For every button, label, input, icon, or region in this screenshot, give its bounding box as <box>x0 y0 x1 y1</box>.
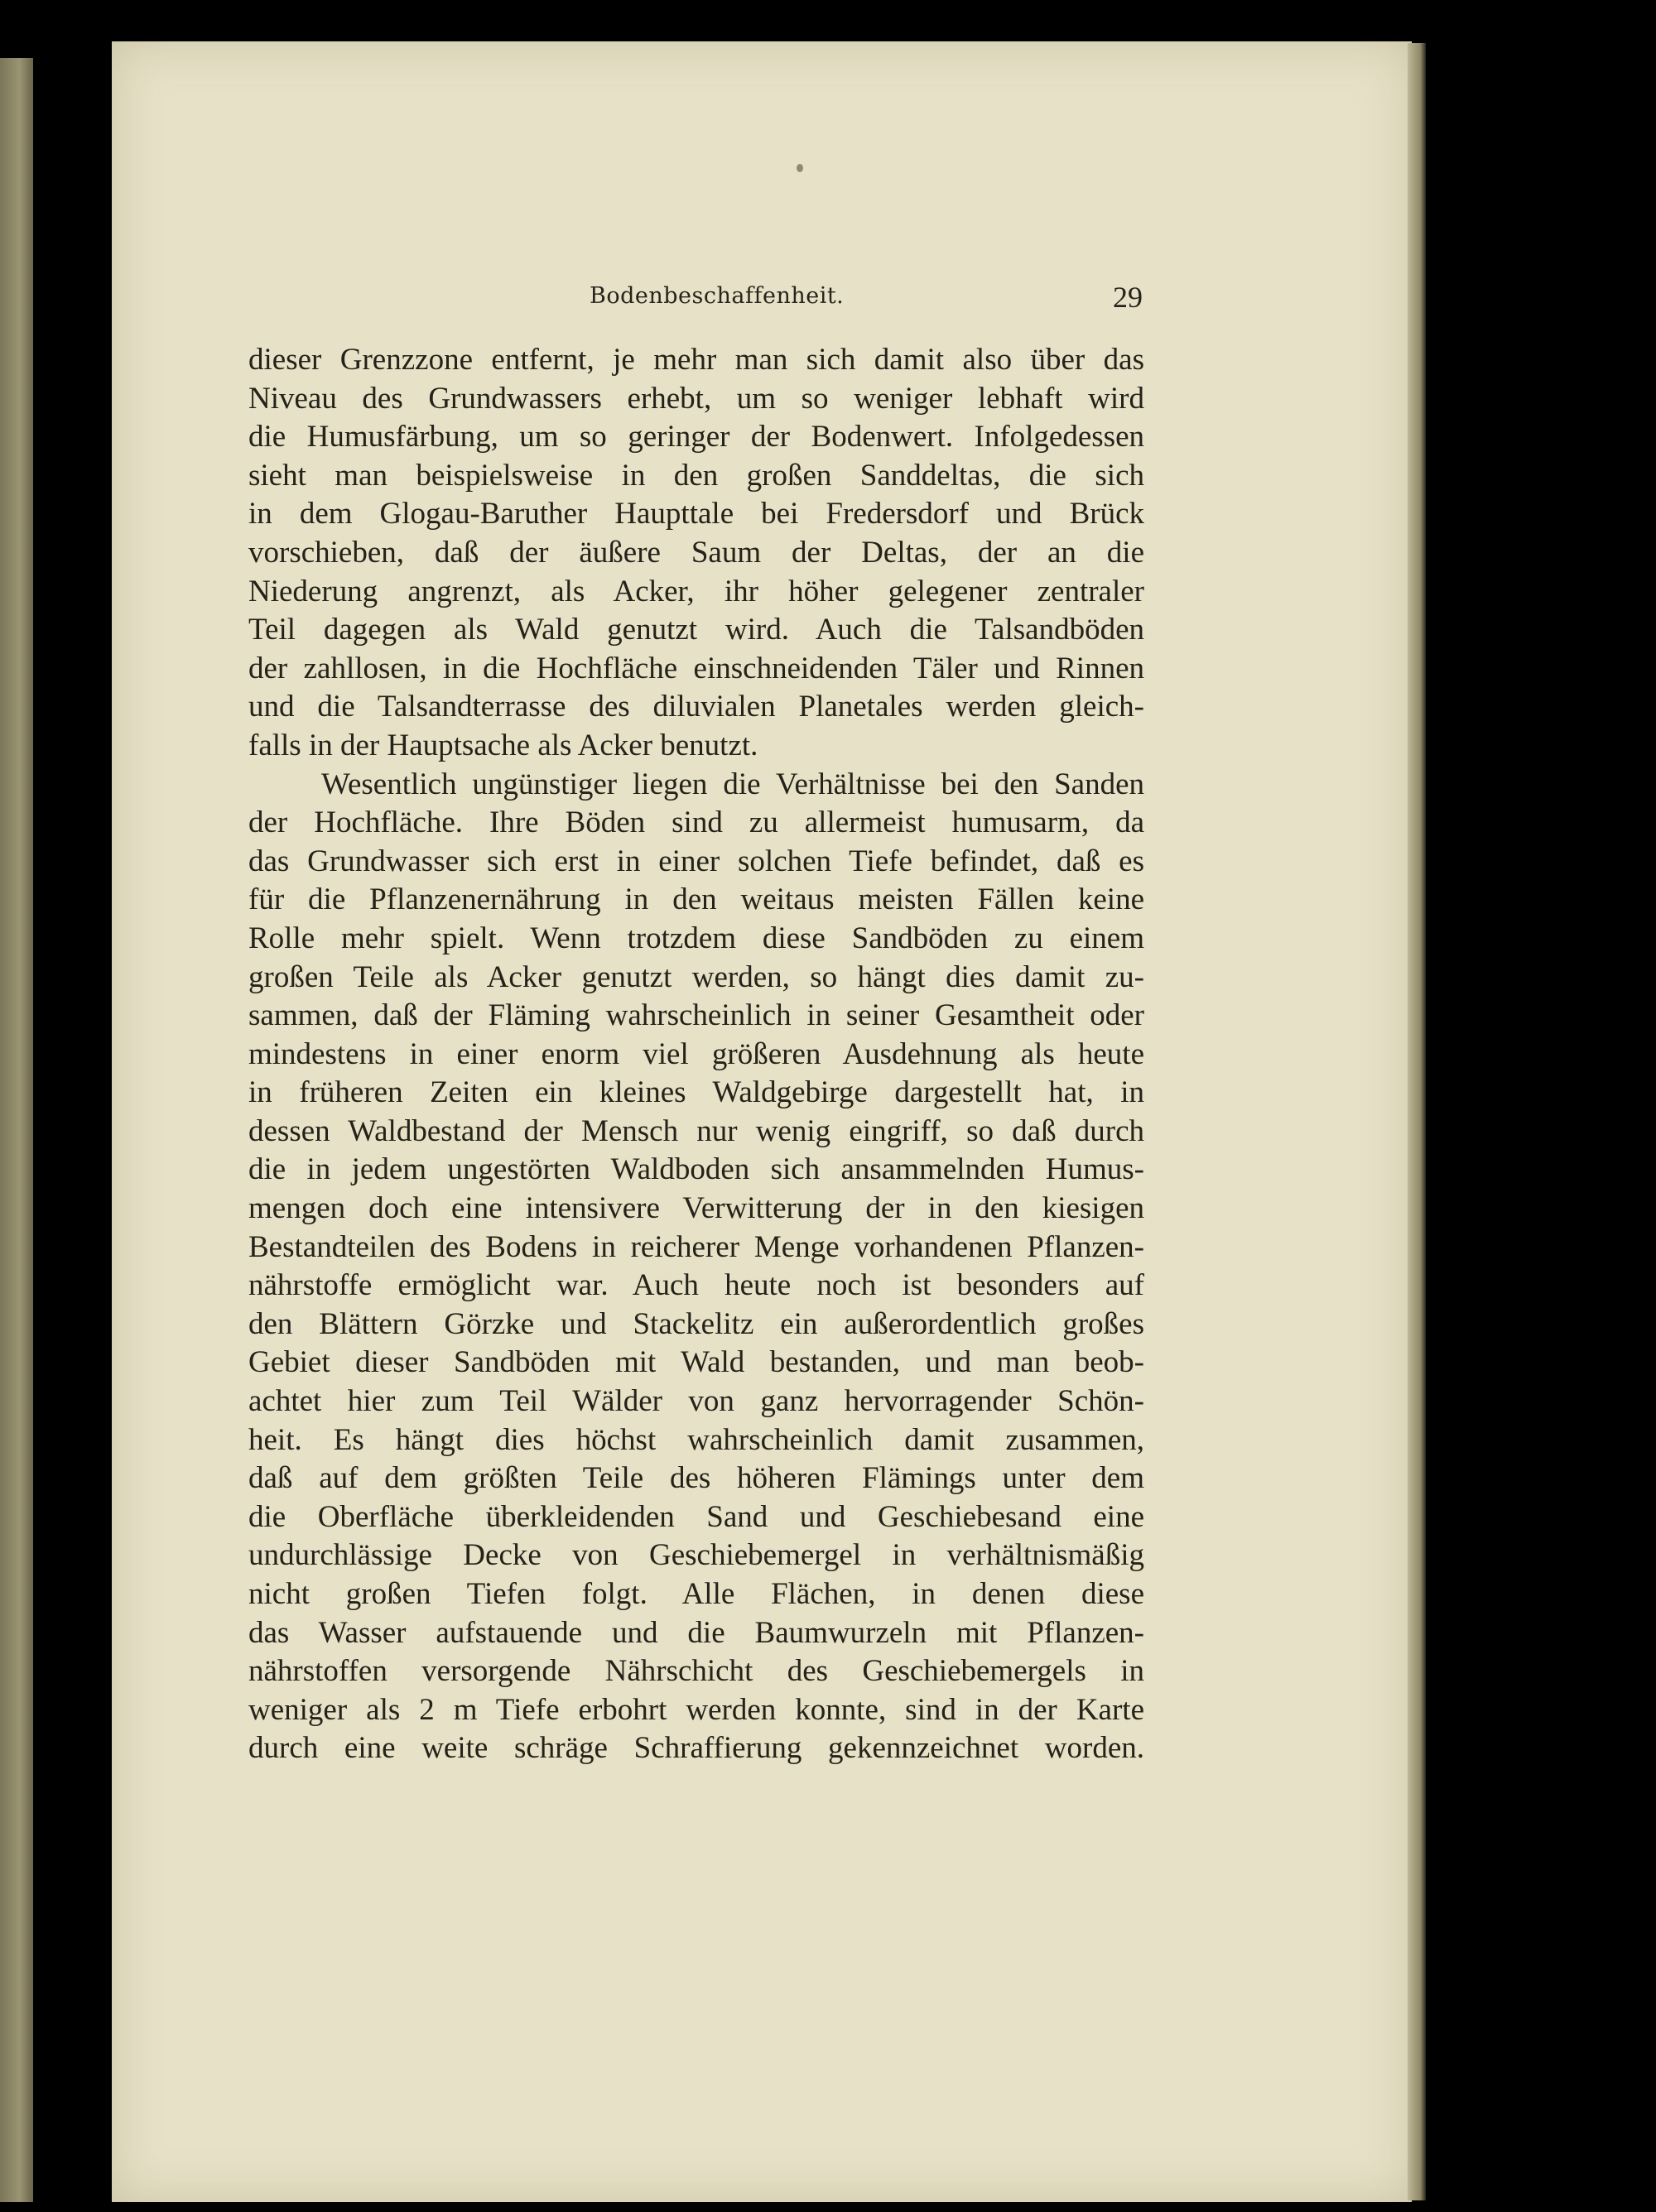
text-line: daß auf dem größten Teile des höheren Flämings unter dem <box>248 1461 1144 1496</box>
text-line: Wesentlich ungünstiger liegen die Verhältnisse bei den Sanden <box>321 767 1144 801</box>
page-right-edge <box>1408 43 1426 2200</box>
text-line: vorschieben, daß der äußere Saum der Deltas, der an die <box>248 535 1144 570</box>
text-line: für die Pflanzenernährung in den weitaus meisten Fällen keine <box>248 882 1144 917</box>
text-line: Gebiet dieser Sandböden mit Wald bestanden, und man beob- <box>248 1345 1144 1380</box>
left-page-edge <box>0 58 33 2202</box>
text-line: der zahllosen, in die Hochfläche einschneidenden Täler und Rinnen <box>248 651 1144 685</box>
text-line: Rolle mehr spielt. Wenn trotzdem diese Sandböden zu einem <box>248 921 1144 955</box>
text-line: heit. Es hängt dies höchst wahrscheinlich damit zusammen, <box>248 1422 1144 1457</box>
text-line: achtet hier zum Teil Wälder von ganz hervorragender Schön- <box>248 1384 1144 1419</box>
body-text <box>248 341 1144 1768</box>
text-line: und die Talsandterrasse des diluvialen Planetales werden gleich- <box>248 690 1144 724</box>
text-line: Niveau des Grundwassers erhebt, um so weniger lebhaft wird <box>248 381 1144 416</box>
text-line: die Humusfärbung, um so geringer der Bodenwert. Infolgedessen <box>248 420 1144 454</box>
text-line: durch eine weite schräge Schraffierung gekennzeichnet worden. <box>248 1731 1144 1766</box>
text-line: nährstoffe ermöglicht war. Auch heute noch ist besonders auf <box>248 1268 1144 1303</box>
text-line: undurchlässige Decke von Geschiebemergel in verhältnismäßig <box>248 1538 1144 1573</box>
text-line: das Wasser aufstauende und die Baumwurzeln mit Pflanzen- <box>248 1615 1144 1650</box>
text-line: mengen doch eine intensivere Verwitterung der in den kiesigen <box>248 1191 1144 1226</box>
page-number: 29 <box>1113 281 1143 314</box>
text-line: falls in der Hauptsache als Acker benutzt. <box>248 728 758 762</box>
text-line: nährstoffen versorgende Nährschicht des Geschiebemergels in <box>248 1654 1144 1689</box>
text-line: dieser Grenzzone entfernt, je mehr man sich damit also über das <box>248 343 1144 377</box>
text-line: weniger als 2 m Tiefe erbohrt werden konnte, sind in der Karte <box>248 1692 1144 1727</box>
text-line: nicht großen Tiefen folgt. Alle Flächen, in denen diese <box>248 1577 1144 1611</box>
paper-speck <box>797 164 803 172</box>
text-line: in früheren Zeiten ein kleines Waldgebirge dargestellt hat, in <box>248 1075 1144 1110</box>
running-head: Bodenbeschaffenheit. <box>590 283 845 309</box>
text-line: die Oberfläche überkleidenden Sand und Geschiebesand eine <box>248 1499 1144 1534</box>
text-line: den Blättern Görzke und Stackelitz ein außerordentlich großes <box>248 1306 1144 1341</box>
text-line: in dem Glogau-Baruther Haupttale bei Fredersdorf und Brück <box>248 497 1144 531</box>
text-line: Teil dagegen als Wald genutzt wird. Auch die Talsandböden <box>248 613 1144 647</box>
text-line: der Hochfläche. Ihre Böden sind zu allermeist humusarm, da <box>248 805 1144 840</box>
text-line: Niederung angrenzt, als Acker, ihr höher gelegener zentraler <box>248 574 1144 608</box>
page-header <box>248 280 1143 321</box>
text-line: großen Teile als Acker genutzt werden, so hängt dies damit zu- <box>248 959 1144 994</box>
text-line: das Grundwasser sich erst in einer solchen Tiefe befindet, daß es <box>248 844 1144 878</box>
text-line: mindestens in einer enorm viel größeren Ausdehnung als heute <box>248 1036 1144 1071</box>
text-line: dessen Waldbestand der Mensch nur wenig eingriff, so daß durch <box>248 1113 1144 1148</box>
text-line: sammen, daß der Fläming wahrscheinlich in seiner Gesamtheit oder <box>248 998 1144 1033</box>
text-line: Bestandteilen des Bodens in reicherer Menge vorhandenen Pflanzen- <box>248 1229 1144 1264</box>
text-line: sieht man beispielsweise in den großen Sanddeltas, die sich <box>248 458 1144 493</box>
text-line: die in jedem ungestörten Waldboden sich ansammelnden Humus- <box>248 1152 1144 1187</box>
